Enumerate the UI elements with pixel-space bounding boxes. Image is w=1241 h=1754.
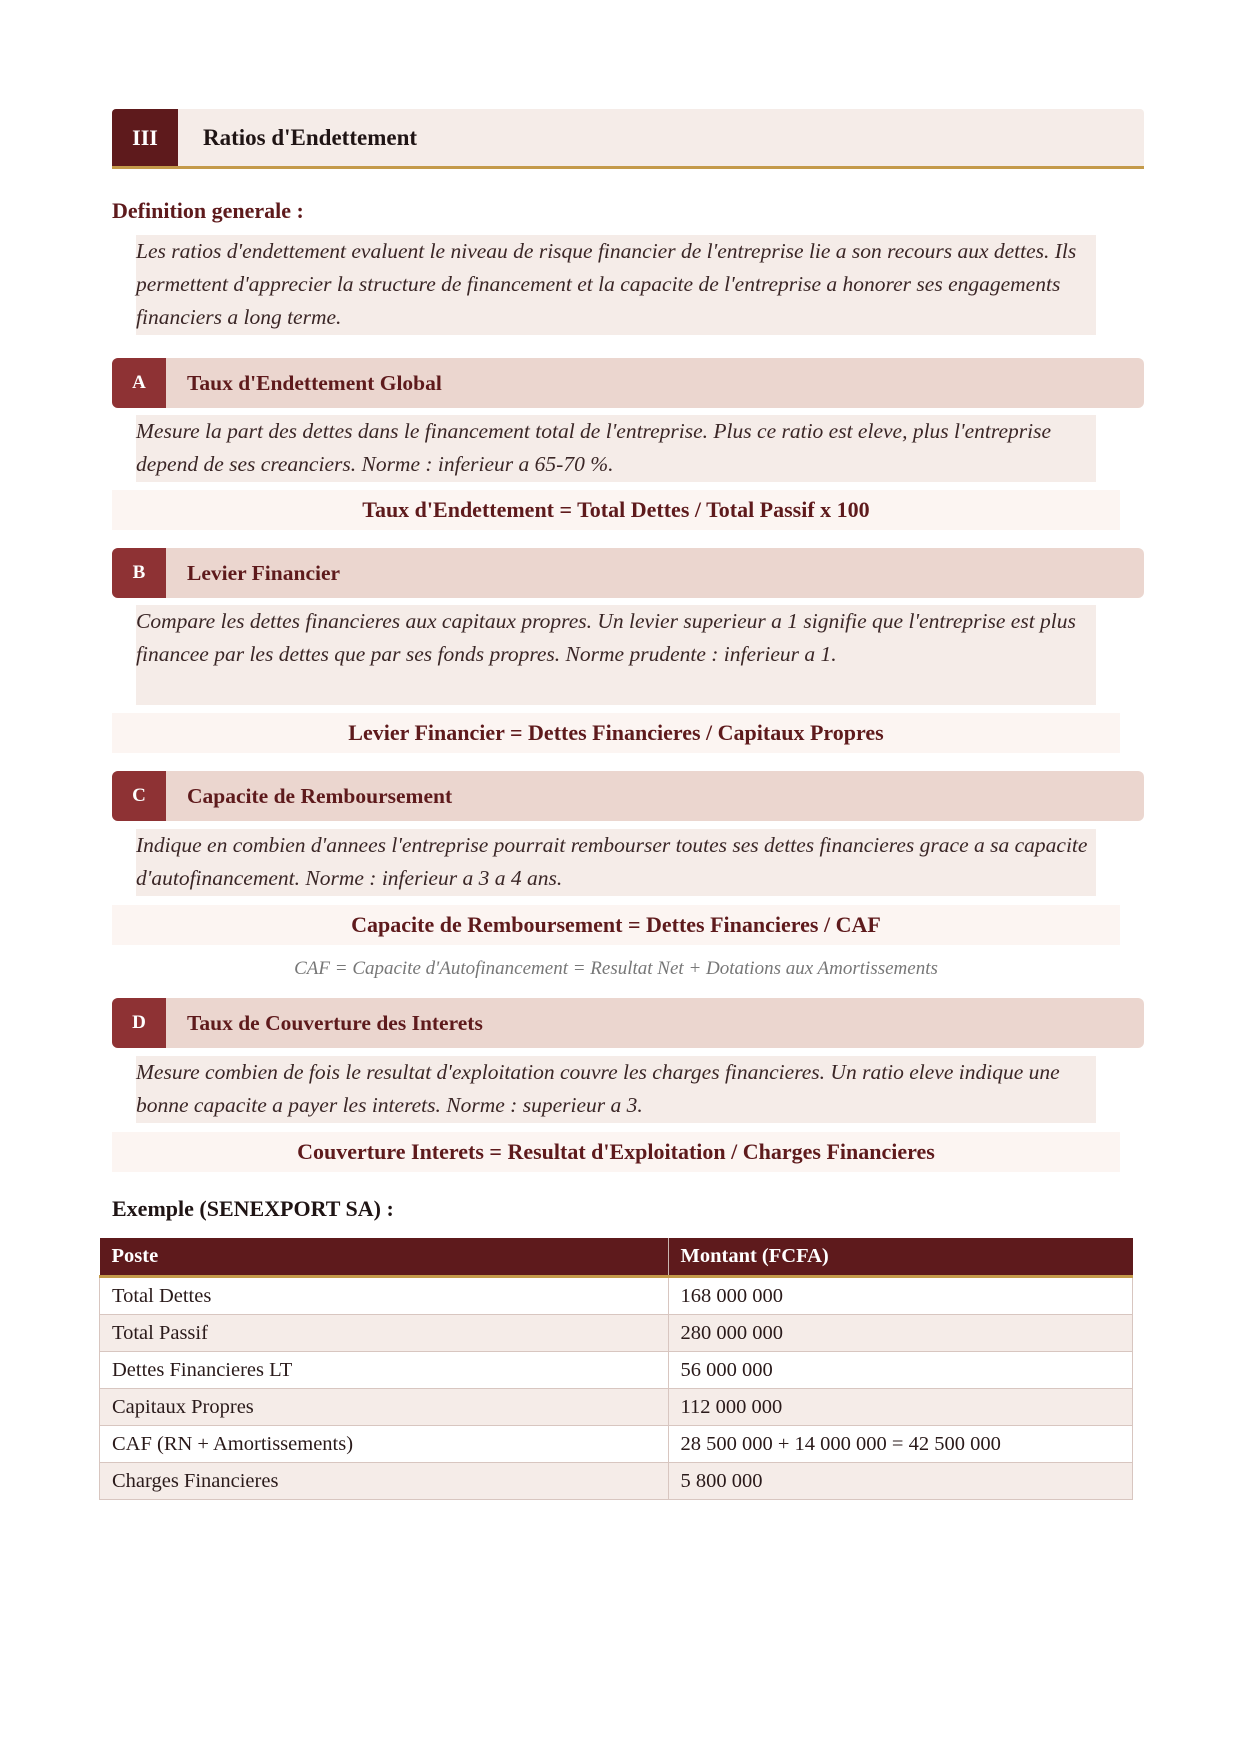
cell-montant: 168 000 000 <box>668 1277 1133 1315</box>
cell-poste: CAF (RN + Amortissements) <box>100 1426 669 1463</box>
cell-montant: 5 800 000 <box>668 1463 1133 1500</box>
ratio-description-c: Indique en combien d'annees l'entreprise pourrait rembourser toutes ses dettes financieres grace a sa capacite d'autofinancement. Norme : inferieur a 3 a 4 ans. <box>136 829 1096 896</box>
cell-poste: Capitaux Propres <box>100 1389 669 1426</box>
ratio-formula-a: Taux d'Endettement = Total Dettes / Total Passif x 100 <box>112 490 1120 530</box>
ratio-title-a: Taux d'Endettement Global <box>187 370 442 395</box>
table-row <box>100 1389 1133 1426</box>
ratio-letter-a: A <box>112 358 166 408</box>
ratio-header-a <box>112 358 1144 408</box>
ratio-letter-d: D <box>112 998 166 1048</box>
ratio-formula-c: Capacite de Remboursement = Dettes Financieres / CAF <box>112 905 1120 945</box>
cell-montant: 56 000 000 <box>668 1352 1133 1389</box>
ratio-title-c: Capacite de Remboursement <box>187 783 453 808</box>
section-header <box>112 109 1144 169</box>
ratio-header-b <box>112 548 1144 598</box>
cell-montant: 280 000 000 <box>668 1315 1133 1352</box>
table-row <box>100 1277 1133 1315</box>
ratio-description-b: Compare les dettes financieres aux capitaux propres. Un levier superieur a 1 signifie que l'entreprise est plus financee par les dettes que par ses fonds propres. Norme prudente : inferieur a 1. <box>136 605 1096 705</box>
ratio-description-d: Mesure combien de fois le resultat d'exploitation couvre les charges financieres. Un ratio eleve indique une bonne capacite a payer les interets. Norme : superieur a 3. <box>136 1056 1096 1123</box>
table-row <box>100 1352 1133 1389</box>
ratio-letter-b: B <box>112 548 166 598</box>
cell-poste: Dettes Financieres LT <box>100 1352 669 1389</box>
ratio-header-d <box>112 998 1144 1048</box>
definition-label: Definition generale : <box>112 198 304 223</box>
column-header-poste: Poste <box>100 1238 669 1277</box>
ratio-title-d: Taux de Couverture des Interets <box>187 1010 483 1035</box>
column-header-montant: Montant (FCFA) <box>668 1238 1133 1277</box>
section-title: Ratios d'Endettement <box>203 124 418 150</box>
ratio-formula-b: Levier Financier = Dettes Financieres / Capitaux Propres <box>112 713 1120 753</box>
cell-poste: Charges Financieres <box>100 1463 669 1500</box>
table-row <box>100 1426 1133 1463</box>
definition-text: Les ratios d'endettement evaluent le niveau de risque financier de l'entreprise lie a son recours aux dettes. Ils permettent d'apprecier la structure de financement et la capacite de l'entreprise a honorer ses engagements financiers a long terme. <box>136 235 1096 335</box>
table-row <box>100 1315 1133 1352</box>
cell-poste: Total Passif <box>100 1315 669 1352</box>
example-label: Exemple (SENEXPORT SA) : <box>112 1196 394 1221</box>
ratio-letter-c: C <box>112 771 166 821</box>
table-row <box>100 1463 1133 1500</box>
cell-poste: Total Dettes <box>100 1277 669 1315</box>
cell-montant: 112 000 000 <box>668 1389 1133 1426</box>
section-number: III <box>112 109 178 166</box>
ratio-description-a: Mesure la part des dettes dans le financement total de l'entreprise. Plus ce ratio est eleve, plus l'entreprise depend de ses creanciers. Norme : inferieur a 65-70 %. <box>136 415 1096 482</box>
example-table <box>99 1238 1133 1500</box>
ratio-header-c <box>112 771 1144 821</box>
cell-montant: 28 500 000 + 14 000 000 = 42 500 000 <box>668 1426 1133 1463</box>
caf-note: CAF = Capacite d'Autofinancement = Resultat Net + Dotations aux Amortissements <box>294 958 938 979</box>
ratio-title-b: Levier Financier <box>187 560 341 585</box>
ratio-formula-d: Couverture Interets = Resultat d'Exploitation / Charges Financieres <box>112 1132 1120 1172</box>
table-header-row <box>100 1238 1133 1277</box>
